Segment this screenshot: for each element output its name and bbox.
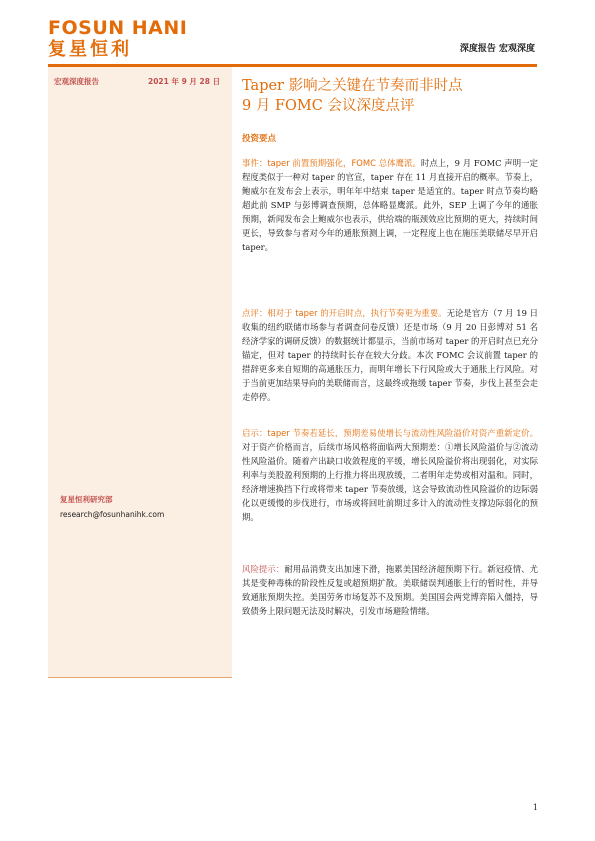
paragraph-lead: 风险提示：: [242, 564, 285, 574]
brand-name-en: FOSUN HANI: [48, 17, 188, 39]
paragraph-body: 对于资产价格而言，后续市场风格将面临两大预期差：①增长风险溢价与②流动性风险溢价。随着产出缺口收敛程度的平缓，增长风险溢价将出现弱化，对实际利率与美股盈利预期的上行推力将出现放缓，二者明年走势或相对温和。同时，经济增速换挡下行或将带来 taper 节奏放缓，这会导致流动性风险溢价的边际弱化以更缓慢的步伐进行，市场或将回吐前期过多计入的流动性支撑边际弱化的预期。: [242, 442, 539, 522]
paragraph-comment: [242, 306, 538, 404]
report-type: 宏观深度报告: [54, 77, 99, 86]
report-subtitle: 9 月 FOMC 会议深度点评: [242, 98, 415, 114]
report-date: 2021 年 9 月 28 日: [148, 77, 221, 86]
paragraph-body: 耐用品消费支出加速下滑，拖累美国经济超预期下行。新冠疫情、尤其是变种毒株的阶段性反复或超预期扩散。美联储误判通胀上行的暂时性，并导致通胀预期失控。美国劳务市场复苏不及预期。美国国会两党博弈陷入僵持，导致债务上限问题无法及时解决，引发市场避险情绪。: [242, 564, 539, 616]
paragraph-lead: 事件：taper 前置预期强化，FOMC 总体鹰派。: [242, 158, 421, 168]
brand-logo: [48, 18, 208, 60]
paragraph-lead: 启示：taper 节奏若延长，预期差易使增长与流动性风险溢价对资产重新定价。: [242, 428, 538, 438]
brand-name-cn: 复星恒利: [48, 39, 132, 60]
contact-email[interactable]: research@fosunhanihk.com: [60, 510, 165, 519]
page-number: 1: [532, 803, 538, 812]
section-heading: 投资要点: [242, 134, 277, 144]
sidebar-panel: [48, 67, 232, 677]
report-category-tag: 深度报告 宏观深度: [459, 44, 535, 54]
paragraph-implication: [242, 426, 538, 524]
paragraph-risk: [242, 562, 538, 618]
paragraph-body: 无论是官方（7 月 19 日收集的纽约联储市场参与者调查问卷反馈）还是市场（9 月 20 日彭博对 51 名经济学家的调研反馈）的数据统计都显示，当前市场对 taper 的开启时点已充分锚定，但对 taper 的持续时长存在较大分歧。本次 FOMC 会议前置 taper 的措辞更多来自短期的高通胀压力，而明年增长下行风险或大于通胀上行风险。对于当前更加结果导向的美联储而言，这最终或拖缓 taper 节奏，步伐上甚至会走走停停。: [242, 308, 539, 402]
research-institute: 复星恒利研究部: [60, 495, 113, 504]
sidebar-bottom-divider: [48, 677, 232, 678]
paragraph-body: 时点上，9 月 FOMC 声明一定程度类似于一种对 taper 的官宣，taper 存在 11 月直接开启的概率。节奏上，鲍威尔在发布会上表示，明年年中结束 taper 是适宜的。taper 时点节奏均略超此前 SMP 与彭博调查预期，总体略显鹰派。此外，SEP 上调了今年的通胀预期，新闻发布会上鲍威尔也表示，供给端的瓶颈效应比预期的更大，持续时间更长，导致参与者对今年的通胀预测上调，一定程度上也在施压美联储尽早开启 taper。: [242, 158, 538, 252]
report-title: Taper 影响之关键在节奏而非时点: [242, 78, 463, 94]
paragraph-lead: 点评：相对于 taper 的开启时点，执行节奏更为重要。: [242, 308, 447, 318]
paragraph-event: [242, 156, 538, 254]
